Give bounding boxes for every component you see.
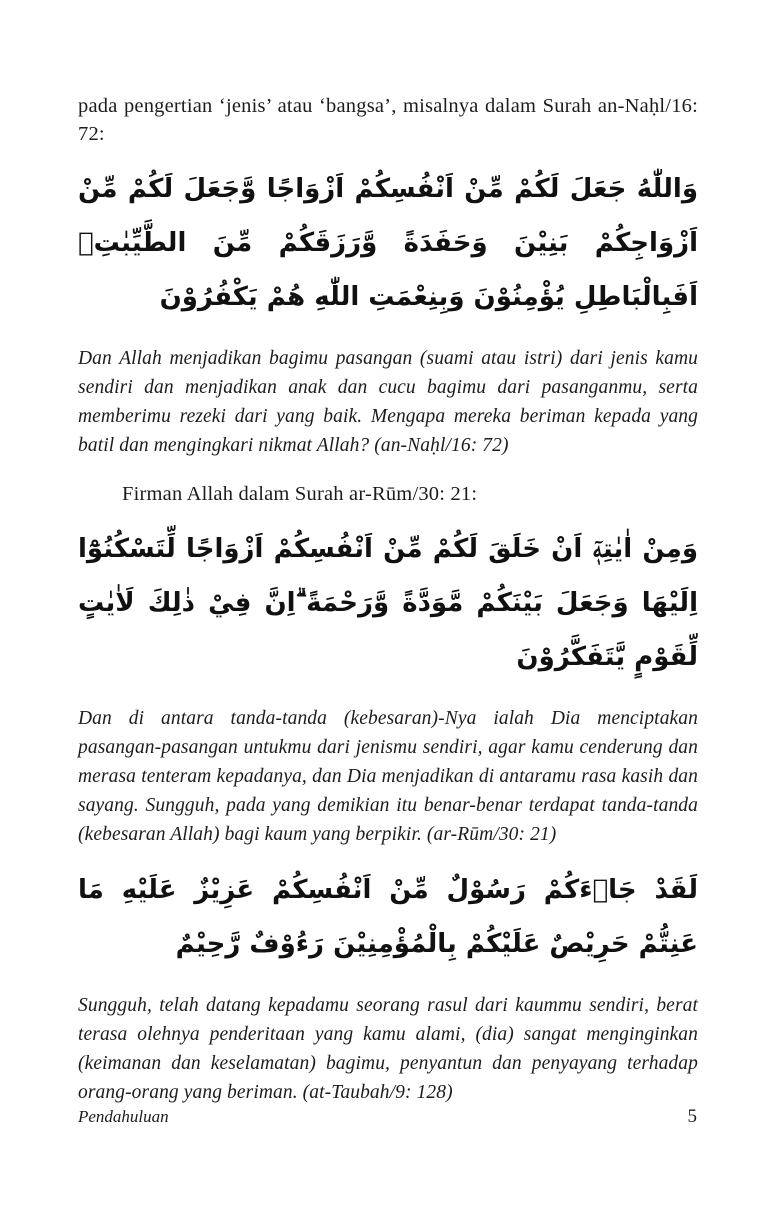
translation-ar-rum: Dan di antara tanda-tanda (kebesaran)-Nya ialah Dia menciptakan pasangan-pasangan untukmu dari jenismu sendiri, agar kamu cenderung dan merasa tenteram kepadanya, dan Dia menjadikan di antaramu rasa kasih dan sayang. Sungguh, pada yang demikian itu benar-benar terdapat tanda-tanda (kebesaran Allah) bagi kaum yang berpikir. (ar-Rūm/30: 21) [78, 708, 698, 845]
page-number: 5 [687, 1106, 697, 1127]
page-content [78, 92, 698, 1107]
translation-an-nahl: Dan Allah menjadikan bagimu pasangan (suami atau istri) dari jenis kamu sendiri dan menjadikan anak dan cucu bagimu dari pasanganmu, serta memberimu rezeki dari yang baik. Mengapa mereka beriman kepada yang batil dan mengingkari nikmat Allah? (an-Naḥl/16: 72) [78, 348, 698, 456]
arabic-verse-at-taubah: لَقَدْ جَاۤءَكُمْ رَسُوْلٌ مِّنْ اَنْفُسِكُمْ عَزِيْزٌ عَلَيْهِ مَا عَنِتُّمْ حَرِيْصٌ عَلَيْكُمْ بِالْمُؤْمِنِيْنَ رَءُوْفٌ رَّحِيْمٌ [78, 875, 698, 959]
translation-at-taubah: Sungguh, telah datang kepadamu seorang rasul dari kaummu sendiri, berat terasa olehnya penderitaan yang kamu alami, (dia) sangat menginginkan (keimanan dan keselamatan) bagimu, penyantun dan penyayang terhadap orang-orang yang beriman. (at-Taubah/9: 128) [78, 995, 698, 1103]
arabic-verse-ar-rum: وَمِنْ اٰيٰتِهٖٓ اَنْ خَلَقَ لَكُمْ مِّنْ اَنْفُسِكُمْ اَزْوَاجًا لِّتَسْكُنُوْٓا اِلَيْهَا وَجَعَلَ بَيْنَكُمْ مَّوَدَّةً وَّرَحْمَةً ۗاِنَّ فِيْ ذٰلِكَ لَاٰيٰتٍ لِّقَوْمٍ يَّتَفَكَّرُوْنَ [78, 534, 698, 672]
intro-paragraph: pada pengertian ‘jenis’ atau ‘bangsa’, misalnya dalam Surah an-Naḥl/16: 72: [78, 95, 698, 145]
running-header: Pendahuluan [78, 1107, 169, 1126]
arabic-verse-an-nahl: وَاللّٰهُ جَعَلَ لَكُمْ مِّنْ اَنْفُسِكُمْ اَزْوَاجًا وَّجَعَلَ لَكُمْ مِّنْ اَزْوَاجِكُمْ بَنِيْنَ وَحَفَدَةً وَّرَزَقَكُمْ مِّنَ الطَّيِّبٰتِۗ اَفَبِالْبَاطِلِ يُؤْمِنُوْنَ وَبِنِعْمَتِ اللّٰهِ هُمْ يَكْفُرُوْنَ [78, 174, 698, 312]
firman-allah-line: Firman Allah dalam Surah ar-Rūm/30: 21: [122, 483, 478, 505]
page-footer [78, 1106, 697, 1128]
